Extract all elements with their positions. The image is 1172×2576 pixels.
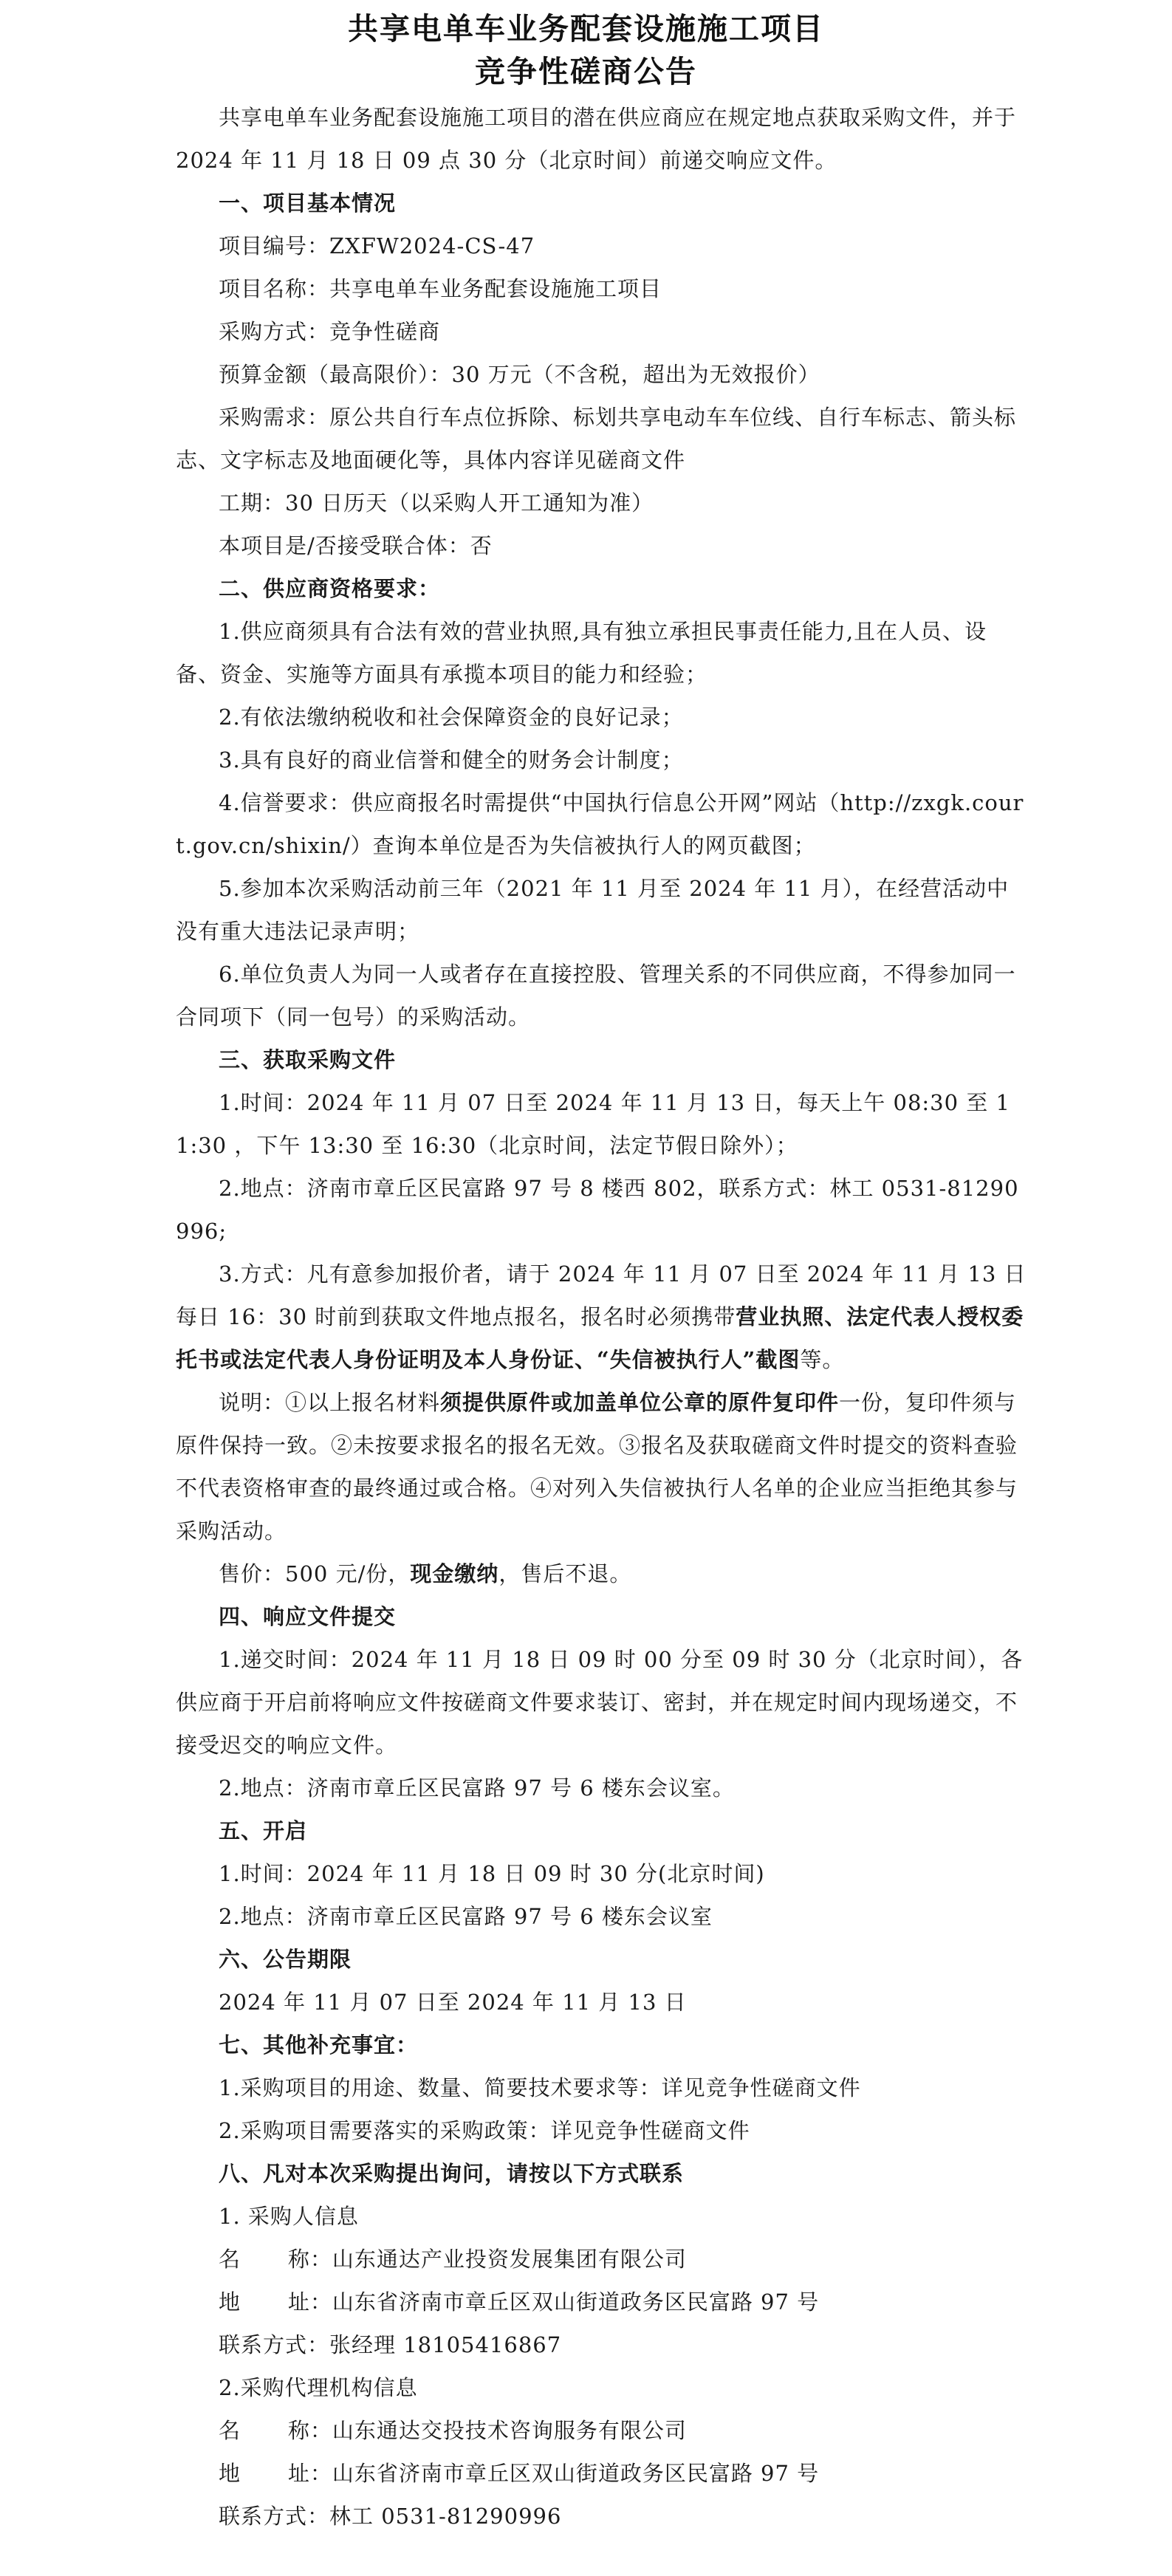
name-label: 名: [219, 2418, 241, 2443]
qualification-item: 6.单位负责人为同一人或者存在直接控股、管理关系的不同供应商，不得参加同一合同项下（同一包号）的采购活动。: [176, 962, 1016, 1030]
obtain-method-end: 等。: [800, 1347, 845, 1372]
note-rest: 一份，复印件须与原件保持一致。②未按要求报名的报名无效。③报名及获取磋商文件时提交的资料查验不代表资格审查的最终通过或合格。④对列入失信被执行人名单的企业应当拒绝其参与采购活动。: [176, 1390, 1018, 1544]
purchaser-address-value: 山东省济南市章丘区双山街道政务区民富路 97 号: [332, 2289, 820, 2315]
procurement-method: 采购方式：竞争性磋商: [219, 319, 441, 344]
agency-name-value: 山东通达交投技术咨询服务有限公司: [332, 2418, 687, 2443]
construction-period: 工期：30 日历天（以采购人开工通知为准）: [219, 490, 654, 515]
section-heading-obtain-documents: 三、获取采购文件: [219, 1047, 397, 1072]
qualification-item: 5.参加本次采购活动前三年（2021 年 11 月至 2024 年 11 月），在经营活动中没有重大违法记录声明；: [176, 876, 1010, 944]
address-label: 址：: [287, 2289, 332, 2315]
qualification-item: 4.信誉要求：供应商报名时需提供“中国执行信息公开网”网站（http://zxgk.court.gov.cn/shixin/）查询本单位是否为失信被执行人的网页截图；: [176, 790, 1024, 858]
obtain-method-text: 3.方式：凡有意参加报价者，请于 2024 年 11 月 07 日至 2024 年 11 月 13 日每日 16：30 时前到获取文件地点报名，报名时必须携带: [176, 1261, 1027, 1329]
page-title: 共享电单车业务配套设施施工项目: [348, 11, 824, 47]
purchaser-name: [176, 2238, 1027, 2281]
agency-name: [176, 2409, 1027, 2452]
name-label: 称：: [287, 2418, 332, 2443]
obtain-note: [176, 1381, 1027, 1552]
budget-amount: 预算金额（最高限价）：30 万元（不含税，超出为无效报价）: [219, 362, 820, 387]
submission-place: 2.地点：济南市章丘区民富路 97 号 6 楼东会议室。: [219, 1775, 735, 1801]
price-end: ，售后不退。: [498, 1561, 632, 1586]
required-materials: 营业执照、法定代表人授权委托书或法定代表人身份证明及本人身份证、“失信被执行人”截图: [176, 1304, 1024, 1372]
purchaser-contact: 联系方式：张经理 18105416867: [219, 2332, 562, 2357]
intro-paragraph: 共享电单车业务配套设施施工项目的潜在供应商应在规定地点获取采购文件，并于 2024 年 11 月 18 日 09 点 30 分（北京时间）前递交响应文件。: [176, 105, 1017, 173]
note-emphasis: 须提供原件或加盖单位公章的原件复印件: [440, 1390, 840, 1415]
note-text: 说明：①以上报名材料: [219, 1390, 441, 1415]
section-heading-contact: 八、凡对本次采购提出询问，请按以下方式联系: [219, 2161, 685, 2186]
agency-address: [176, 2452, 1027, 2495]
section-heading-basic-info: 一、项目基本情况: [219, 191, 397, 216]
obtain-method: [176, 1253, 1027, 1381]
project-number: 项目编号：ZXFW2024-CS-47: [219, 233, 535, 258]
supplementary-item: 1.采购项目的用途、数量、简要技术要求等：详见竞争性磋商文件: [219, 2075, 861, 2100]
agency-address-value: 山东省济南市章丘区双山街道政务区民富路 97 号: [332, 2461, 820, 2486]
project-name: 项目名称：共享电单车业务配套设施施工项目: [219, 276, 662, 301]
address-label: 地: [219, 2461, 241, 2486]
purchaser-address: [176, 2281, 1027, 2323]
section-heading-submission: 四、响应文件提交: [219, 1604, 397, 1629]
opening-time: 1.时间：2024 年 11 月 18 日 09 时 30 分(北京时间): [219, 1861, 765, 1886]
section-heading-supplementary: 七、其他补充事宜：: [219, 2032, 419, 2058]
joint-venture: 本项目是/否接受联合体：否: [219, 533, 493, 558]
qualification-item: 1.供应商须具有合法有效的营业执照,具有独立承担民事责任能力,且在人员、设备、资金、实施等方面具有承揽本项目的能力和经验；: [176, 619, 987, 687]
section-heading-qualifications: 二、供应商资格要求：: [219, 576, 441, 601]
procurement-requirements: 采购需求：原公共自行车点位拆除、标划共享电动车车位线、自行车标志、箭头标志、文字标志及地面硬化等，具体内容详见磋商文件: [176, 405, 1017, 473]
name-label: 称：: [287, 2247, 332, 2272]
name-label: 名: [219, 2247, 241, 2272]
qualification-item: 2.有依法缴纳税收和社会保障资金的良好记录；: [219, 705, 684, 730]
opening-place: 2.地点：济南市章丘区民富路 97 号 6 楼东会议室: [219, 1904, 713, 1929]
page-subtitle: 竞争性磋商公告: [475, 54, 697, 89]
purchaser-name-value: 山东通达产业投资发展集团有限公司: [332, 2247, 687, 2272]
price-cash: 现金缴纳: [410, 1561, 499, 1586]
price-text: 售价：500 元/份，: [219, 1561, 411, 1586]
section-heading-period: 六、公告期限: [219, 1947, 352, 1972]
notice-period: 2024 年 11 月 07 日至 2024 年 11 月 13 日: [219, 1990, 687, 2015]
supplementary-item: 2.采购项目需要落实的采购政策：详见竞争性磋商文件: [219, 2118, 750, 2143]
qualification-item: 3.具有良好的商业信誉和健全的财务会计制度；: [219, 747, 684, 773]
agency-contact: 联系方式：林工 0531-81290996: [219, 2504, 562, 2529]
purchaser-label: 1. 采购人信息: [219, 2204, 359, 2229]
obtain-time: 1.时间：2024 年 11 月 07 日至 2024 年 11 月 13 日，每天上午 08:30 至 11:30 ，下午 13:30 至 16:30（北京时间，法定节假日除外）；: [176, 1090, 1010, 1158]
agency-label: 2.采购代理机构信息: [219, 2375, 418, 2400]
document-price: [176, 1552, 1027, 1595]
address-label: 址：: [287, 2461, 332, 2486]
obtain-place: 2.地点：济南市章丘区民富路 97 号 8 楼西 802，联系方式：林工 0531-81290996;: [176, 1176, 1019, 1244]
submission-time: 1.递交时间：2024 年 11 月 18 日 09 时 00 分至 09 时 30 分（北京时间），各供应商于开启前将响应文件按磋商文件要求装订、密封，并在规定时间内现场递交，不接受迟交的响应文件。: [176, 1647, 1024, 1758]
address-label: 地: [219, 2289, 241, 2315]
section-heading-opening: 五、开启: [219, 1818, 308, 1843]
